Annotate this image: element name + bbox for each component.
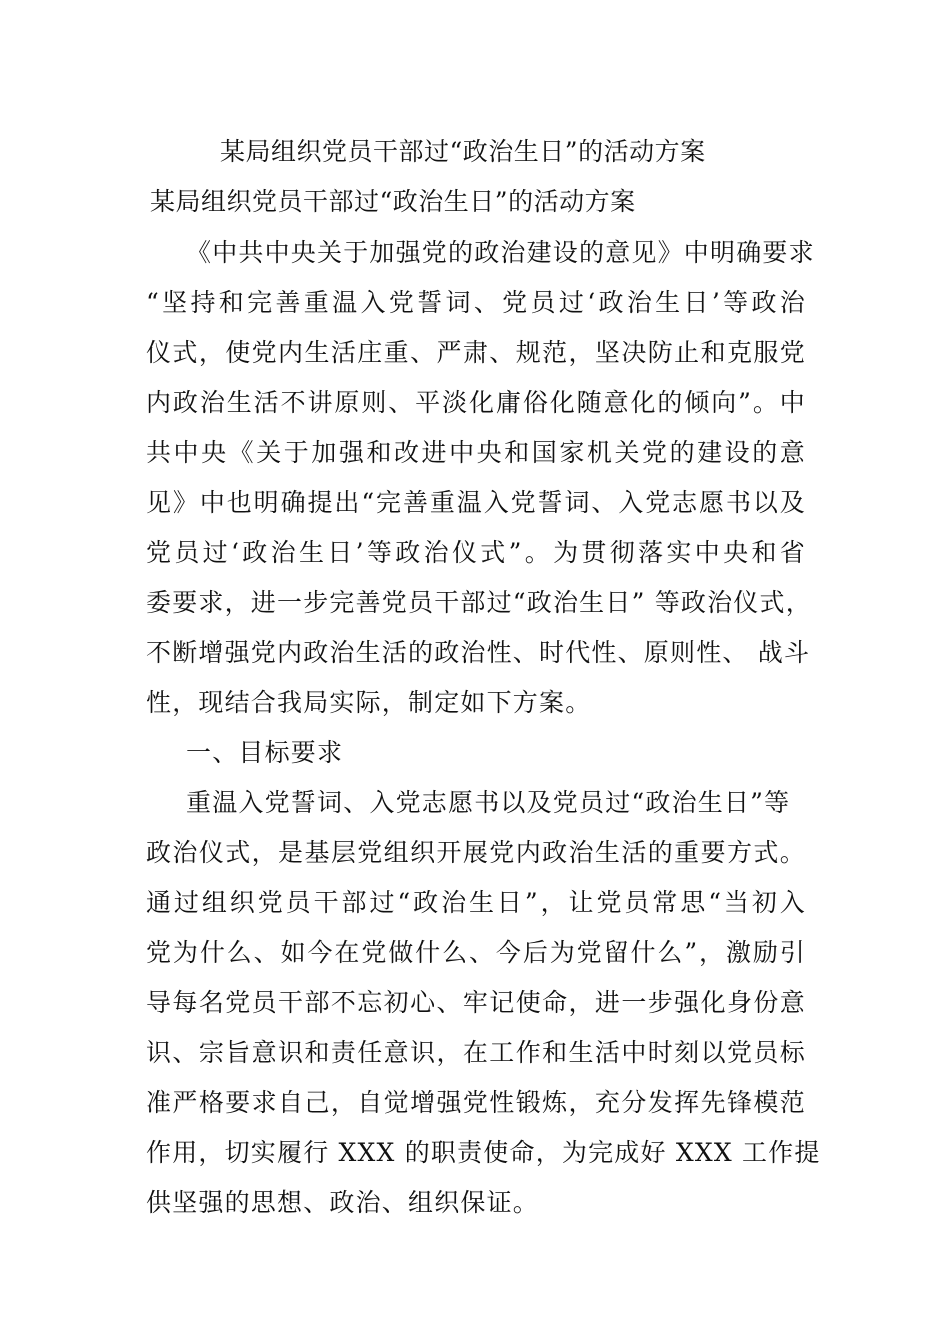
document-subtitle: 某局组织党员干部过“政治生日”的活动方案	[150, 187, 636, 216]
paragraph-line: 不断增强党内政治生活的政治性、时代性、原则性、 战斗	[146, 638, 811, 667]
paragraph-line: 《中共中央关于加强党的政治建设的意见》中明确要求	[186, 238, 815, 267]
paragraph-line: 内政治生活不讲原则、平淡化庸俗化随意化的倾向”。中	[146, 388, 806, 417]
paragraph-line: “坚持和完善重温入党誓词、党员过‘政治生日’等政治	[146, 288, 806, 317]
paragraph-line: 导每名党员干部不忘初心、牢记使命，进一步强化身份意	[146, 988, 806, 1017]
section-heading: 一、目标要求	[186, 738, 344, 767]
paragraph-line: 见》中也明确提出“完善重温入党誓词、入党志愿书以及	[146, 488, 806, 517]
paragraph-line: 作用，切实履行 XXX 的职责使命，为完成好 XXX 工作提	[146, 1138, 821, 1167]
paragraph-line: 性，现结合我局实际，制定如下方案。	[146, 688, 592, 717]
paragraph-line: 准严格要求自己，自觉增强党性锻炼，充分发挥先锋模范	[146, 1088, 806, 1117]
paragraph-line: 识、宗旨意识和责任意识，在工作和生活中时刻以党员标	[146, 1038, 806, 1067]
paragraph-line: 通过组织党员干部过“政治生日”，让党员常思“当初入	[146, 888, 806, 917]
paragraph-line: 党员过‘政治生日’等政治仪式”。为贯彻落实中央和省	[146, 538, 806, 567]
document-title: 某局组织党员干部过“政治生日”的活动方案	[220, 137, 706, 166]
document-body	[146, 228, 826, 1228]
paragraph-line: 共中央《关于加强和改进中央和国家机关党的建设的意	[146, 438, 806, 467]
paragraph-line: 党为什么、如今在党做什么、今后为党留什么”，激励引	[146, 938, 806, 967]
paragraph-line: 重温入党誓词、入党志愿书以及党员过“政治生日”等	[186, 788, 791, 817]
paragraph-line: 仪式，使党内生活庄重、严肃、规范，坚决防止和克服党	[146, 338, 806, 367]
paragraph-line: 委要求，进一步完善党员干部过“政治生日” 等政治仪式，	[146, 588, 812, 617]
paragraph-line: 供坚强的思想、政治、组织保证。	[146, 1188, 540, 1217]
paragraph-line: 政治仪式，是基层党组织开展党内政治生活的重要方式。	[146, 838, 806, 867]
